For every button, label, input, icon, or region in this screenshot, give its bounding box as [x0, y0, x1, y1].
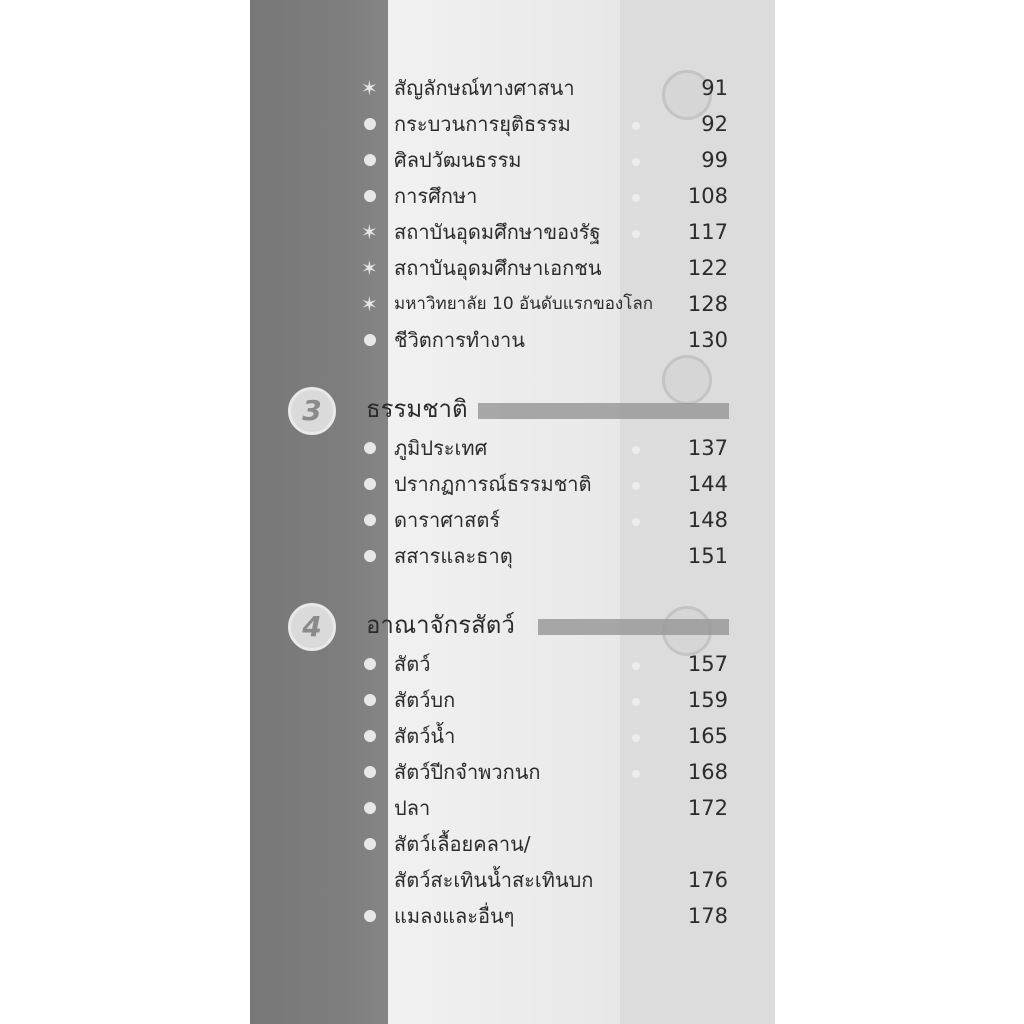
bullet-dot-icon: [364, 550, 376, 562]
bullet-dot-icon: [364, 730, 376, 742]
toc-entry-page-number: 159: [687, 688, 728, 712]
toc-entry-label: มหาวิทยาลัย 10 อันดับแรกของโลก: [394, 294, 654, 314]
toc-entry[interactable]: [364, 901, 728, 935]
toc-entry[interactable]: [364, 829, 728, 863]
toc-entry[interactable]: [364, 145, 728, 179]
toc-entry[interactable]: [364, 505, 728, 539]
toc-entry-label: ศิลปวัฒนธรรม: [394, 148, 522, 172]
toc-entry-page-number: 130: [687, 328, 728, 352]
toc-entry-label: ปรากฏการณ์ธรรมชาติ: [394, 472, 592, 496]
toc-entry[interactable]: [361, 73, 728, 107]
toc-entry[interactable]: [361, 217, 728, 251]
show-through-circle: [662, 355, 712, 405]
bullet-dot-icon: [364, 334, 376, 346]
toc-entry-page-number: 108: [687, 184, 728, 208]
toc-entry[interactable]: [361, 253, 728, 287]
toc-entry[interactable]: [364, 865, 728, 899]
toc-entry[interactable]: [364, 109, 728, 143]
bullet-dot-icon: [364, 442, 376, 454]
toc-entry-page-number: 128: [687, 292, 728, 316]
asterisk-star-icon: ✶: [361, 220, 378, 244]
toc-entry[interactable]: [364, 469, 728, 503]
asterisk-star-icon: ✶: [361, 256, 378, 280]
toc-entry-label: กระบวนการยุติธรรม: [394, 112, 571, 136]
toc-entry-label: แมลงและอื่นๆ: [394, 904, 515, 928]
toc-entry-page-number: 92: [701, 112, 728, 136]
toc-entry[interactable]: [364, 793, 728, 827]
toc-entry-page-number: 117: [687, 220, 728, 244]
toc-entry-label: ชีวิตการทำงาน: [394, 328, 525, 352]
toc-entry[interactable]: [364, 721, 728, 755]
toc-entry-label: สัตว์ปีกจำพวกนก: [394, 760, 541, 784]
toc-entry[interactable]: [364, 181, 728, 215]
toc-entry[interactable]: [361, 289, 728, 323]
toc-entry-page-number: 91: [701, 76, 728, 100]
toc-entry-page-number: 172: [687, 796, 728, 820]
toc-entry-page-number: 151: [687, 544, 728, 568]
toc-entry-label: ดาราศาสตร์: [394, 508, 501, 532]
bullet-dot-icon: [364, 118, 376, 130]
bullet-dot-icon: [364, 802, 376, 814]
toc-entry-label: ปลา: [394, 796, 431, 820]
toc-entry-label: สัตว์เลื้อยคลาน/: [394, 832, 531, 856]
toc-entry-page-number: 176: [687, 868, 728, 892]
toc-entry-page-number: 157: [687, 652, 728, 676]
toc-entry-page-number: 99: [701, 148, 728, 172]
toc-entry-label: สัตว์สะเทินน้ำสะเทินบก: [394, 868, 594, 892]
toc-entry-page-number: 148: [687, 508, 728, 532]
section-title: ธรรมชาติ: [366, 395, 468, 423]
section-number-badge: 3: [288, 387, 336, 435]
toc-entry-page-number: 165: [687, 724, 728, 748]
bullet-dot-icon: [364, 514, 376, 526]
bullet-dot-icon: [364, 478, 376, 490]
toc-entry-label: สถาบันอุดมศึกษาของรัฐ: [394, 220, 601, 244]
bullet-dot-icon: [364, 838, 376, 850]
toc-entry-label: สัตว์: [394, 652, 431, 676]
bullet-dot-icon: [364, 766, 376, 778]
bullet-dot-icon: [364, 658, 376, 670]
bullet-dot-icon: [364, 190, 376, 202]
toc-entry-label: การศึกษา: [394, 184, 478, 208]
section-number-badge: 4: [288, 603, 336, 651]
toc-entry-page-number: 122: [687, 256, 728, 280]
section-title: อาณาจักรสัตว์: [366, 611, 515, 639]
bullet-dot-icon: [364, 694, 376, 706]
toc-entry[interactable]: [364, 757, 728, 791]
toc-entry-page-number: 168: [687, 760, 728, 784]
toc-entry-label: สถาบันอุดมศึกษาเอกชน: [394, 256, 602, 280]
toc-entry-page-number: 144: [687, 472, 728, 496]
bullet-dot-icon: [364, 910, 376, 922]
section-rule: [538, 619, 729, 635]
asterisk-star-icon: ✶: [361, 292, 378, 316]
toc-entry-label: สัตว์บก: [394, 688, 456, 712]
section-rule: [478, 403, 729, 419]
toc-entry[interactable]: [364, 325, 728, 359]
toc-entry-label: ภูมิประเทศ: [394, 436, 488, 460]
toc-entry-page-number: 137: [687, 436, 728, 460]
toc-entry[interactable]: [364, 433, 728, 467]
toc-entry-label: สัญลักษณ์ทางศาสนา: [394, 76, 575, 100]
toc-entry-label: สัตว์น้ำ: [394, 724, 456, 748]
toc-entry[interactable]: [364, 685, 728, 719]
bullet-dot-icon: [364, 154, 376, 166]
toc-entry-label: สสารและธาตุ: [394, 544, 513, 568]
toc-entry[interactable]: [364, 541, 728, 575]
asterisk-star-icon: ✶: [361, 76, 378, 100]
toc-entry[interactable]: [364, 649, 728, 683]
toc-entry-page-number: 178: [687, 904, 728, 928]
